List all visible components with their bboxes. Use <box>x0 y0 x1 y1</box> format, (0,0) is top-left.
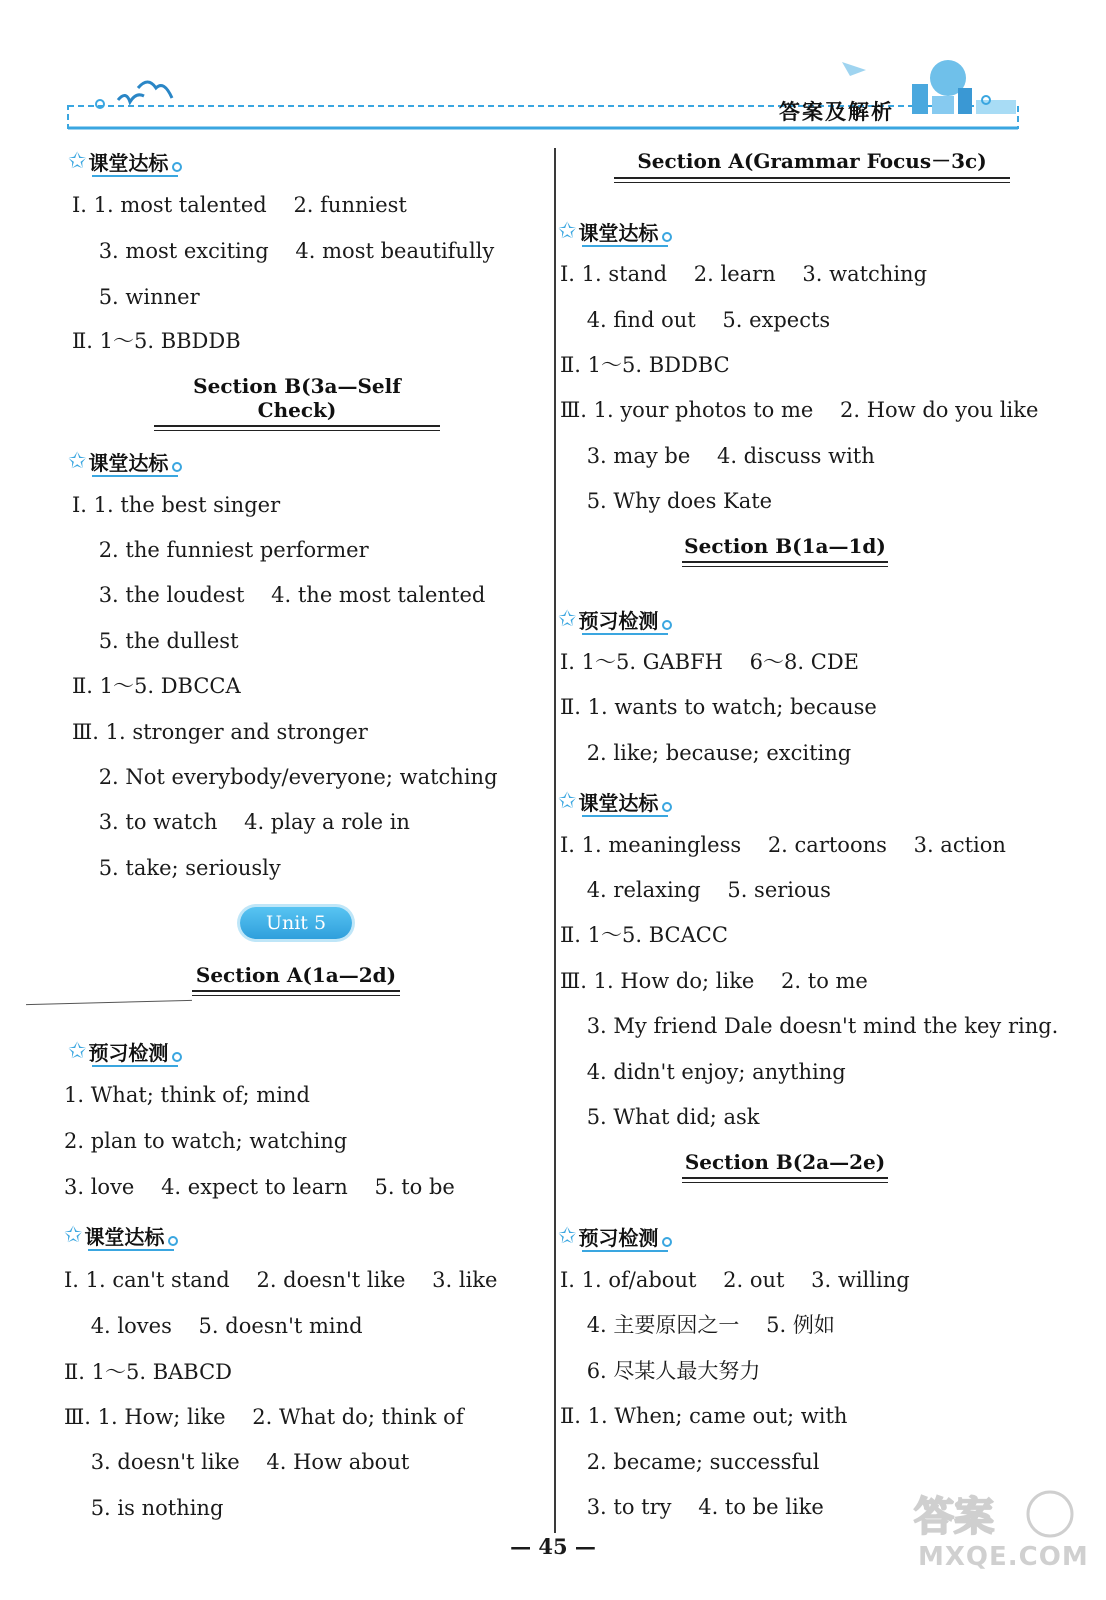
section-heading <box>192 963 400 987</box>
ring-icon <box>662 1237 672 1247</box>
answer-line: 2. became; successful <box>560 1450 820 1474</box>
answer-line: Ⅲ. 1. your photos to me 2. How do you like <box>560 398 1039 422</box>
badge-label: 课堂达标 <box>88 450 169 475</box>
answer-line: 5. the dullest <box>72 629 239 653</box>
badge-classroom <box>68 146 182 176</box>
answer-line: Ⅰ. 1～5. GABFH 6～8. CDE <box>560 650 859 674</box>
answer-line: 3. the loudest 4. the most talented <box>72 583 486 607</box>
section-heading-text: Section A(1a—2d) <box>195 963 397 987</box>
star-icon: ✩ <box>558 606 577 632</box>
badge-label: 预习检测 <box>88 1040 169 1065</box>
answer-line: Ⅱ. 1～5. DBCCA <box>72 674 241 698</box>
bird-icon <box>118 95 144 102</box>
badge-label: 课堂达标 <box>88 150 169 175</box>
answer-line: Ⅱ. 1～5. BBDDB <box>72 329 241 353</box>
answer-line: 5. winner <box>72 285 200 309</box>
section-heading-text: Section B(2a—2e) <box>684 1150 886 1174</box>
ring-icon <box>662 620 672 630</box>
answer-line: Ⅰ. 1. stand 2. learn 3. watching <box>560 262 928 286</box>
badge-label: 课堂达标 <box>84 1224 165 1249</box>
answer-line: 3. most exciting 4. most beautifully <box>72 239 495 263</box>
unit-label: Unit 5 <box>240 907 352 939</box>
badge-label: 课堂达标 <box>578 220 659 245</box>
answer-line: 3. doesn't like 4. How about <box>64 1450 410 1474</box>
badge-label: 预习检测 <box>578 1225 659 1250</box>
star-icon: ✩ <box>64 1222 83 1248</box>
answer-line: 3. to watch 4. play a role in <box>72 810 410 834</box>
ring-icon <box>172 1052 182 1062</box>
answer-line: Ⅰ. 1. meaningless 2. cartoons 3. action <box>560 833 1006 857</box>
answer-line: 5. take; seriously <box>72 856 281 880</box>
answer-line: 3. My friend Dale doesn't mind the key ring. <box>560 1014 1059 1038</box>
badge-classroom <box>558 786 672 816</box>
badge-preview <box>68 1036 182 1066</box>
header-title: 答案及解析 <box>779 100 894 124</box>
answer-line: Ⅲ. 1. stronger and stronger <box>72 720 368 744</box>
svg-text:答案: 答案 <box>914 1494 994 1540</box>
star-icon: ✩ <box>68 448 87 474</box>
answer-line: 2. the funniest performer <box>72 538 369 562</box>
rule-line <box>26 1000 192 1005</box>
answer-line: 4. relaxing 5. serious <box>560 878 831 902</box>
section-heading <box>682 534 888 558</box>
page-number: — 45 — <box>510 1534 596 1559</box>
column-divider <box>554 148 556 1533</box>
badge-label: 预习检测 <box>578 608 659 633</box>
answer-line: 6. 尽某人最大努力 <box>560 1359 761 1383</box>
answer-line: 5. is nothing <box>64 1496 224 1520</box>
section-heading <box>154 374 440 422</box>
page-header <box>0 0 1106 140</box>
answer-line: 2. like; because; exciting <box>560 741 852 765</box>
star-icon: ✩ <box>558 218 577 244</box>
answer-line: Ⅰ. 1. of/about 2. out 3. willing <box>560 1268 910 1292</box>
star-icon: ✩ <box>68 148 87 174</box>
badge-classroom <box>64 1220 178 1250</box>
answer-line: 2. plan to watch; watching <box>64 1129 348 1153</box>
answer-line: Ⅰ. 1. can't stand 2. doesn't like 3. like <box>64 1268 498 1292</box>
star-icon: ✩ <box>68 1038 87 1064</box>
section-heading-text: Section B(1a—1d) <box>684 534 886 558</box>
answer-line: Ⅱ. 1～5. BCACC <box>560 923 728 947</box>
answer-line: Ⅱ. 1. wants to watch; because <box>560 695 877 719</box>
answer-line: Ⅱ. 1. When; came out; with <box>560 1404 848 1428</box>
badge-label: 课堂达标 <box>578 790 659 815</box>
answer-line: 3. may be 4. discuss with <box>560 444 875 468</box>
answer-line: 1. What; think of; mind <box>64 1083 310 1107</box>
badge-classroom <box>558 216 672 246</box>
badge-classroom <box>68 446 182 476</box>
watermark-text: MXQE.COM <box>918 1542 1089 1572</box>
star-icon: ✩ <box>558 1223 577 1249</box>
answer-line: 5. Why does Kate <box>560 489 773 513</box>
answer-line: Ⅱ. 1～5. BABCD <box>64 1360 233 1384</box>
rocket-icon <box>842 62 866 76</box>
watermark-logo <box>900 1478 1089 1578</box>
answer-line: 5. What did; ask <box>560 1105 760 1129</box>
section-heading-text: Section B(3a—Self Check) <box>193 374 401 422</box>
answer-line: 4. find out 5. expects <box>560 308 831 332</box>
answer-line: Ⅱ. 1～5. BDDBC <box>560 353 730 377</box>
badge-preview <box>558 1221 672 1251</box>
answer-line: 2. Not everybody/everyone; watching <box>72 765 498 789</box>
answer-line: 3. love 4. expect to learn 5. to be <box>64 1175 455 1199</box>
ring-icon <box>662 802 672 812</box>
answer-line: Ⅲ. 1. How; like 2. What do; think of <box>64 1405 464 1429</box>
answer-line: Ⅰ. 1. the best singer <box>72 493 281 517</box>
ring-icon <box>172 162 182 172</box>
answer-line: 4. loves 5. doesn't mind <box>64 1314 363 1338</box>
answer-line: 3. to try 4. to be like <box>560 1495 824 1519</box>
answer-line: 4. didn't enjoy; anything <box>560 1060 846 1084</box>
answer-line: 4. 主要原因之一 5. 例如 <box>560 1313 835 1337</box>
ring-icon <box>168 1236 178 1246</box>
section-heading <box>614 145 1010 174</box>
ring-icon <box>662 232 672 242</box>
answer-line: Ⅲ. 1. How do; like 2. to me <box>560 969 868 993</box>
answer-line: Ⅰ. 1. most talented 2. funniest <box>72 193 407 217</box>
header-decoration <box>0 0 1106 140</box>
ring-icon <box>172 462 182 472</box>
star-icon: ✩ <box>558 788 577 814</box>
badge-preview <box>558 604 672 634</box>
section-heading-text: Section A(Grammar Focus－3c) <box>637 149 987 173</box>
section-heading <box>682 1150 888 1174</box>
